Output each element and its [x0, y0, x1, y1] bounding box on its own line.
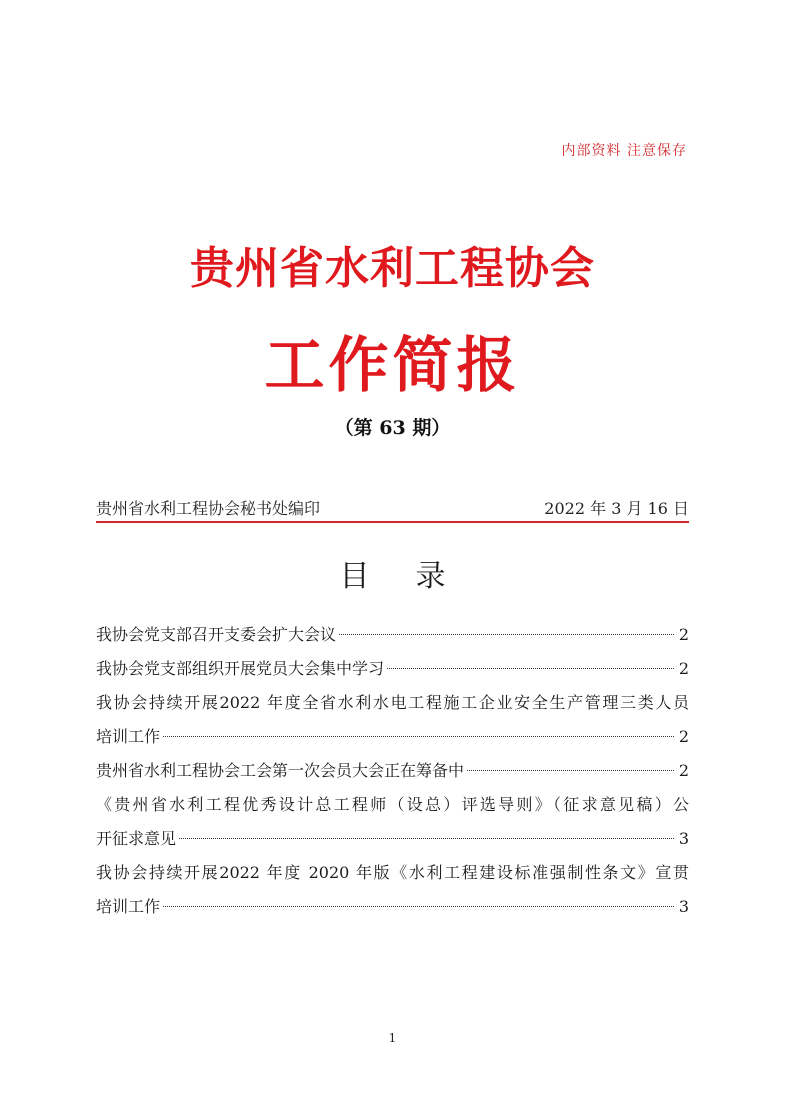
toc-leader-dots — [179, 838, 674, 839]
toc-heading-char-1: 目 — [339, 559, 370, 594]
table-of-contents — [96, 618, 689, 924]
issue-number: （第 63 期） — [334, 417, 451, 439]
toc-entry[interactable] — [96, 788, 689, 856]
toc-heading-char-2: 录 — [415, 559, 446, 594]
toc-entry-page: 2 — [678, 659, 689, 678]
toc-entry-page: 2 — [678, 727, 689, 746]
toc-entry-title-line-2: 培训工作 — [96, 727, 161, 746]
toc-entry[interactable] — [96, 754, 689, 788]
organization-title: 贵州省水利工程协会 — [190, 243, 595, 294]
toc-entry-title-line-2: 培训工作 — [96, 897, 161, 916]
masthead-rule — [96, 521, 689, 523]
toc-leader-dots — [467, 770, 674, 771]
toc-heading — [0, 551, 785, 595]
toc-entry-title-line-1: 《贵州省水利工程优秀设计总工程师（设总）评选导则》（征求意见稿）公 — [96, 795, 689, 814]
masthead-meta — [96, 496, 689, 519]
toc-leader-dots — [387, 668, 674, 669]
toc-entry-page: 2 — [678, 761, 689, 780]
toc-entry-title: 我协会党支部召开支委会扩大会议 — [96, 625, 337, 644]
toc-entry[interactable] — [96, 652, 689, 686]
page-number: 1 — [388, 1031, 397, 1045]
toc-entry-page: 3 — [678, 829, 689, 848]
toc-entry-title-line-2: 开征求意见 — [96, 829, 177, 848]
toc-entry-title-line-1: 我协会持续开展2022 年度 2020 年版《水利工程建设标准强制性条文》宣贯 — [96, 863, 689, 882]
toc-entry[interactable] — [96, 686, 689, 754]
toc-leader-dots — [163, 736, 674, 737]
toc-entry-title: 我协会党支部组织开展党员大会集中学习 — [96, 659, 385, 678]
publication-title: 工作简报 — [264, 331, 521, 401]
toc-entry-page: 3 — [678, 897, 689, 916]
toc-leader-dots — [163, 906, 674, 907]
toc-entry-title-line-1: 我协会持续开展2022 年度全省水利水电工程施工企业安全生产管理三类人员 — [96, 693, 689, 712]
toc-entry[interactable] — [96, 856, 689, 924]
toc-entry[interactable] — [96, 618, 689, 652]
classification-label: 内部资料 注意保存 — [561, 143, 687, 159]
toc-leader-dots — [339, 634, 674, 635]
toc-entry-page: 2 — [678, 625, 689, 644]
toc-entry-title: 贵州省水利工程协会工会第一次会员大会正在筹备中 — [96, 761, 465, 780]
editor-credit: 贵州省水利工程协会秘书处编印 — [96, 499, 321, 518]
publish-date: 2022 年 3 月 16 日 — [544, 499, 689, 518]
